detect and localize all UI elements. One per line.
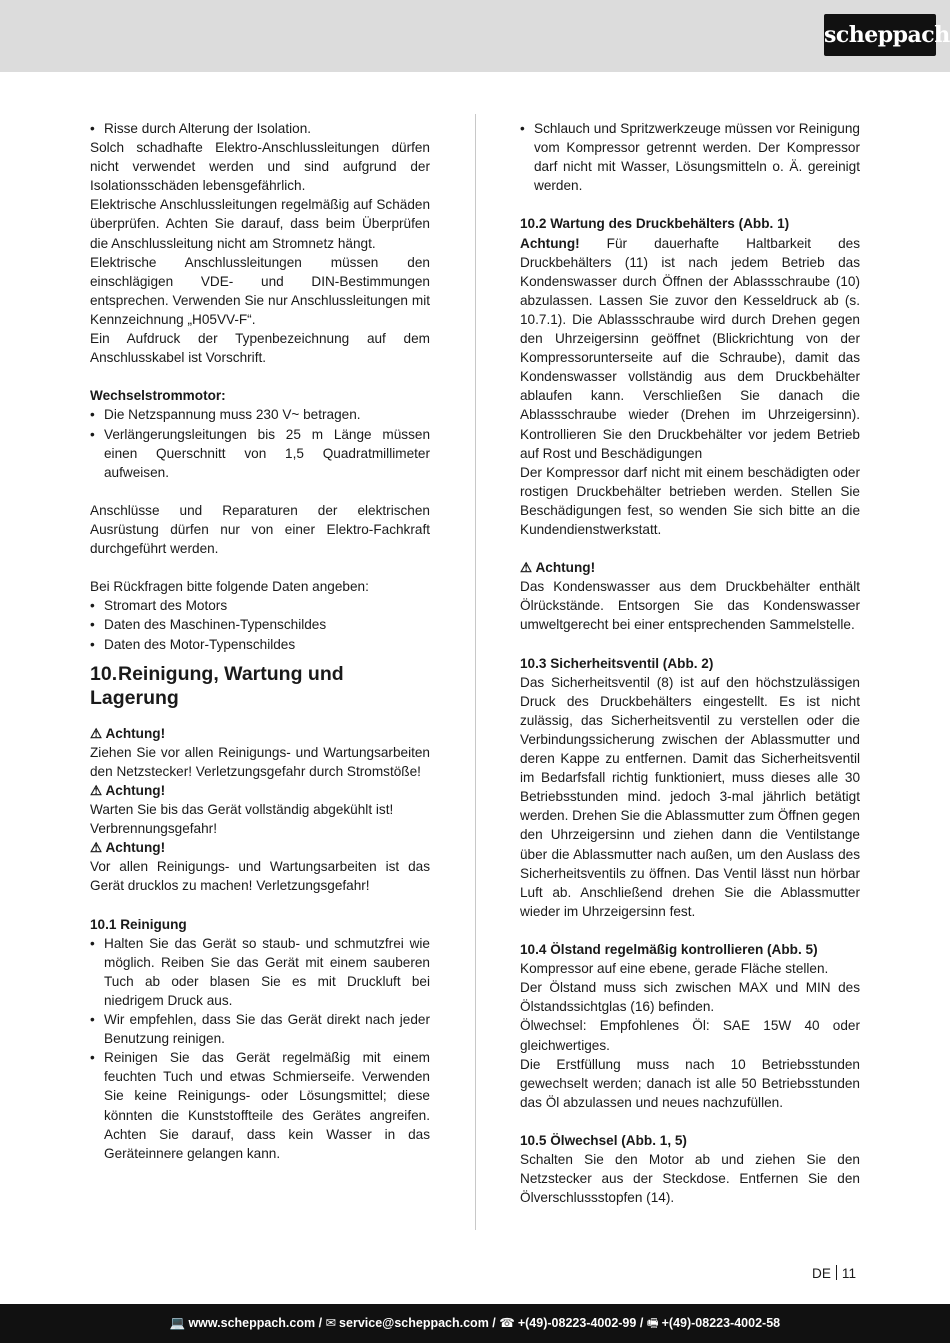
section-number: 10.	[90, 662, 118, 685]
footer-bar: 💻 www.scheppach.com / ✉ service@scheppach.com / ☎ +(49)-08223-4002-99 / 🖷 +(49)-08223-4002-58	[0, 1304, 950, 1343]
page-number-value: 11	[841, 1266, 857, 1281]
list-item: • Risse durch Alterung der Isolation.	[90, 119, 430, 138]
warning-heading: ⚠ Achtung!	[90, 840, 166, 856]
warning-text: Ziehen Sie vor allen Reinigungs- und Wartungsarbeiten den Netzstecker! Verletzungsgefahr durch Stromstöße!	[90, 744, 430, 779]
warning-text: Vor allen Reinigungs- und Wartungsarbeiten ist das Gerät drucklos zu machen! Verletzungsgefahr!	[90, 859, 430, 894]
header-band	[0, 0, 950, 72]
warning-heading: ⚠ Achtung!	[90, 725, 166, 741]
warning-heading: ⚠ Achtung!	[90, 782, 166, 798]
warning-text: Warten Sie bis das Gerät vollständig abgekühlt ist! Verbrennungsgefahr!	[90, 802, 394, 837]
subheading-10-1: 10.1 Reinigung	[90, 916, 187, 932]
list-item: • Verlängerungsleitungen bis 25 m Länge müssen einen Querschnitt von 1,5 Quadratmillimeter aufweisen.	[90, 425, 430, 482]
footer-fax: +(49)-08223-4002-58	[661, 1316, 781, 1330]
list-item: • Stromart des Motors	[90, 596, 430, 615]
paragraph: Das Sicherheitsventil (8) ist auf den höchstzulässigen Druck des Druckbehälters eingestellt. Es ist nicht zulässig, das Sicherheitsventil zu verstellen oder die Verbindungssicherung zwischen der Ablassmutter und deren Kappe zu entfernen. Damit das Sicherheitsventil im Bedarfsfall richtig funktioniert, muss dieses alle 30 Betriebsstunden mind. jedoch 3-mal jährlich betätigt werden. Drehen Sie die Ablassmutter zum Öffnen gegen den Uhrzeigersinn und ziehen dann die Ventilstange über die Ablassmutter nach außen, um den Auslass des Sicherheitsventils zu öffnen. Das Ventil lässt nun hörbar Luft ab. Anschließend drehen Sie die Ablassmutter wieder im Uhrzeigersinn fest.	[520, 674, 860, 919]
section-title: Reinigung, Wartung und Lagerung	[90, 662, 344, 709]
section-heading	[90, 662, 430, 710]
subheading-10-2: 10.2 Wartung des Druckbehälters (Abb. 1)	[520, 216, 790, 232]
paragraph: Elektrische Anschlussleitungen regelmäßig auf Schäden überprüfen. Achten Sie darauf, dass beim Überprüfen die Anschlussleitung nicht am Stromnetz hängt.	[90, 197, 430, 251]
phone-icon: ☎	[499, 1316, 515, 1330]
right-column	[520, 119, 860, 1207]
footer-phone: +(49)-08223-4002-99	[517, 1316, 637, 1330]
warning-text: Das Kondenswasser aus dem Druckbehälter enthält Ölrückstände. Entsorgen Sie das Kondenswasser umweltgerecht bei einer entsprechenden Sammelstelle.	[520, 579, 860, 633]
list-item: • Halten Sie das Gerät so staub- und schmutzfrei wie möglich. Reiben Sie das Gerät mit einem sauberen Tuch ab oder blasen Sie es mit Druckluft bei niedrigem Druck aus.	[90, 934, 430, 1010]
paragraph: Elektrische Anschlussleitungen müssen den einschlägigen VDE- und DIN-Bestimmungen entsprechen. Verwenden Sie nur Anschlussleitungen mit Kennzeichnung „H05VV-F“.	[90, 254, 430, 327]
paragraph: Ölwechsel: Empfohlenes Öl: SAE 15W 40 oder gleichwertiges.	[520, 1018, 860, 1053]
subheading-10-5: 10.5 Ölwechsel (Abb. 1, 5)	[520, 1132, 687, 1148]
paragraph: Solch schadhafte Elektro-Anschlussleitungen dürfen nicht verwendet werden und sind aufgrund der Isolationsschäden lebensgefährlich.	[90, 140, 430, 194]
list-item: • Daten des Motor-Typenschildes	[90, 635, 430, 654]
paragraph: Die Erstfüllung muss nach 10 Betriebsstunden gewechselt werden; danach ist alle 50 Betriebsstunden das Öl abzulassen und neues nachzufüllen.	[520, 1056, 860, 1110]
paragraph: Kompressor auf eine ebene, gerade Fläche stellen.	[520, 961, 829, 977]
subheading-10-4: 10.4 Ölstand regelmäßig kontrollieren (Abb. 5)	[520, 942, 818, 958]
page-number	[812, 1265, 856, 1283]
brand-logo: scheppach	[824, 14, 936, 56]
subheading-10-3: 10.3 Sicherheitsventil (Abb. 2)	[520, 655, 714, 671]
warning-heading: ⚠ Achtung!	[520, 560, 596, 576]
paragraph: Achtung! Für dauerhafte Haltbarkeit des Druckbehälters (11) ist nach jedem Betrieb das Kondenswasser durch Öffnen der Ablassschraube (10) abzulassen. Lassen Sie zuvor den Kesseldruck ab (s. 10.7.1). Die Ablassschraube wird durch Drehen gegen den Uhrzeigersinn geöffnet (Blickrichtung von der Kompressorunterseite auf die Schraube), damit das Kondenswasser vollständig aus dem Druckbehälter ablaufen kann. Verschließen Sie danach die Ablassschraube wieder (Drehen im Uhrzeigersinn). Kontrollieren Sie den Druckbehälter vor jedem Betrieb auf Rost und Beschädigungen	[520, 235, 860, 461]
footer-web-link[interactable]: www.scheppach.com	[188, 1316, 316, 1330]
subheading-motor: Wechselstrommotor:	[90, 388, 226, 404]
paragraph: Ein Aufdruck der Typenbezeichnung auf dem Anschlusskabel ist Vorschrift.	[90, 331, 430, 366]
page-lang: DE	[812, 1266, 831, 1281]
paragraph: Der Kompressor darf nicht mit einem beschädigten oder rostigen Druckbehälter betrieben werden. Stellen Sie Beschädigungen fest, so wenden Sie sich bitte an die Kundendienstwerkstatt.	[520, 464, 860, 537]
computer-icon: 💻	[169, 1316, 186, 1330]
list-item: • Schlauch und Spritzwerkzeuge müssen vor Reinigung vom Kompressor getrennt werden. Der Kompressor darf nicht mit Wasser, Lösungsmitteln o. Ä. gereinigt werden.	[520, 119, 860, 195]
warning-triangle-icon: ⚠	[90, 725, 103, 741]
left-column	[90, 119, 430, 1163]
list-item: • Reinigen Sie das Gerät regelmäßig mit einem feuchten Tuch und etwas Schmierseife. Verwenden Sie keine Reinigungs- oder Lösungsmittel; diese könnten die Kunststoffteile des Gerätes angreifen. Achten Sie darauf, dass kein Wasser in das Geräteinnere gelangen kann.	[90, 1048, 430, 1163]
paragraph: Anschlüsse und Reparaturen der elektrischen Ausrüstung dürfen nur von einer Elektro-Fachkraft durchgeführt werden.	[90, 502, 430, 557]
column-divider	[475, 114, 476, 1230]
list-item: • Daten des Maschinen-Typenschildes	[90, 615, 430, 634]
warning-triangle-icon: ⚠	[520, 560, 533, 576]
paragraph: Der Ölstand muss sich zwischen MAX und MIN des Ölstandssichtglas (16) befinden.	[520, 980, 860, 1015]
fax-icon: 🖷	[646, 1316, 659, 1330]
achtung-lead: Achtung!	[520, 235, 580, 251]
warning-triangle-icon: ⚠	[90, 782, 103, 798]
list-item: • Die Netzspannung muss 230 V~ betragen.	[90, 405, 430, 424]
paragraph: Schalten Sie den Motor ab und ziehen Sie den Netzstecker aus der Steckdose. Entfernen Sie den Ölverschlussstopfen (14).	[520, 1152, 860, 1206]
mail-icon: ✉	[325, 1316, 337, 1330]
paragraph: Bei Rückfragen bitte folgende Daten angeben:	[90, 579, 369, 595]
footer-email-link[interactable]: service@scheppach.com	[339, 1316, 489, 1330]
warning-triangle-icon: ⚠	[90, 840, 103, 856]
list-item: • Wir empfehlen, dass Sie das Gerät direkt nach jeder Benutzung reinigen.	[90, 1010, 430, 1048]
